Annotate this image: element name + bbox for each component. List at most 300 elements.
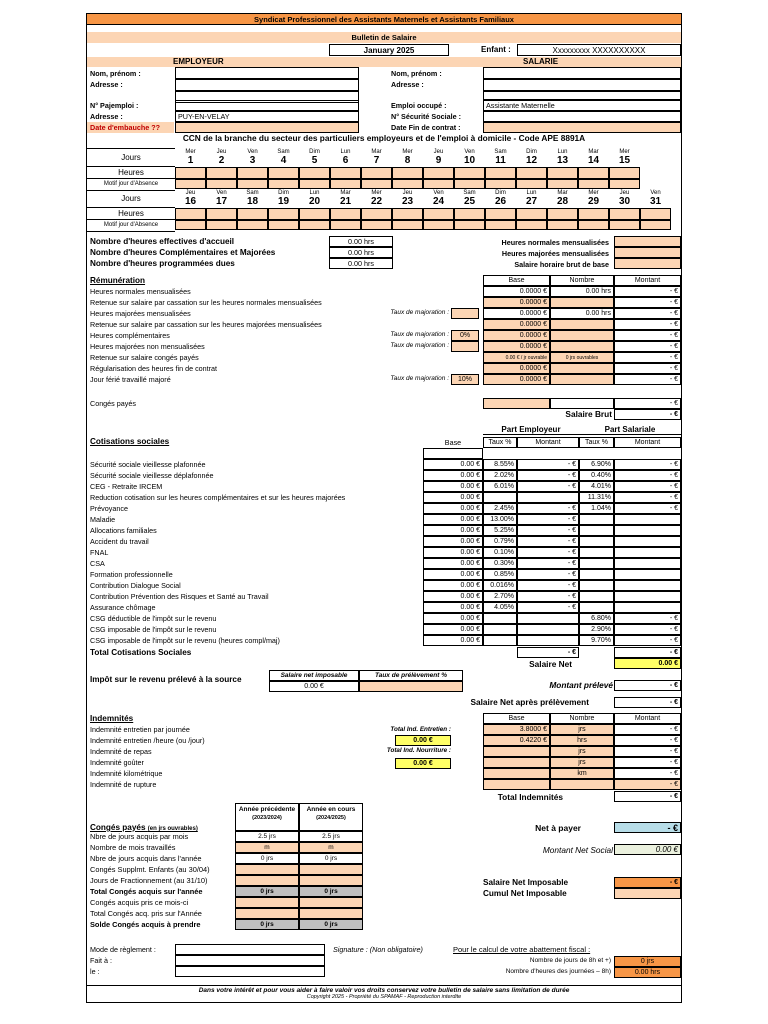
employer-address2-label: Adresse : [90, 112, 123, 121]
week2-dayname: Mer [588, 190, 599, 196]
heures-cell[interactable] [268, 167, 299, 179]
conges-row-prev[interactable] [235, 908, 299, 919]
heures-cell[interactable] [206, 208, 237, 220]
cot-row-montant-e: - € [517, 547, 579, 558]
heures-cell[interactable] [547, 167, 578, 179]
ind-row-nombre[interactable]: km [550, 768, 614, 779]
motif-cell[interactable] [206, 220, 237, 230]
jours-label-2: Jours [121, 194, 141, 203]
rem-row-nombre[interactable]: 0 jrs ouvrables [550, 352, 614, 363]
heures-cell[interactable] [392, 167, 423, 179]
rem-row-nombre[interactable] [550, 330, 614, 341]
heures-cell[interactable] [237, 208, 268, 220]
motif-cell[interactable] [609, 220, 640, 230]
conges-row-curr[interactable] [299, 897, 363, 908]
enfant-label: Enfant : [481, 45, 511, 54]
ind-row-base[interactable] [483, 768, 550, 779]
mode-reglement-field[interactable] [175, 944, 325, 955]
rem-row-montant: - € [614, 330, 681, 341]
week1-dayname: Jeu [433, 149, 444, 155]
week1-dayname: Ven [247, 149, 258, 155]
week1-dayname: Dim [526, 149, 537, 155]
week1-daynum: 10 [463, 155, 476, 166]
conges-row-prev[interactable] [235, 875, 299, 886]
rem-row-nombre[interactable] [550, 363, 614, 374]
conges-col2-label: Année en cours [306, 806, 356, 813]
heures-cell[interactable] [361, 208, 392, 220]
cot-row-base: 0.00 € [423, 613, 483, 624]
week2-daynum: 24 [432, 196, 445, 207]
rem-row-note: Taux de majoration : [390, 342, 449, 349]
motif-cell[interactable] [454, 220, 485, 230]
fin-contrat-label: Date Fin de contrat : [391, 123, 461, 132]
cot-row-label: CSG imposable de l'impôt sur le revenu (heures compl/maj) [90, 636, 280, 645]
ind-row-montant: - € [614, 735, 681, 746]
heures-cell[interactable] [175, 208, 206, 220]
motif-cell[interactable] [547, 179, 578, 189]
jours-8h-value: 0 jrs [614, 956, 681, 967]
heures-cell[interactable] [299, 167, 330, 179]
cot-row-montant-s [614, 580, 681, 591]
week1-dayname: Lun [340, 149, 351, 155]
motif-cell[interactable] [237, 220, 268, 230]
employee-name-field[interactable] [483, 67, 681, 79]
cot-row-montant-e: - € [517, 525, 579, 536]
employer-city-field[interactable]: PUY-EN-VELAY [175, 111, 359, 122]
cot-row-montant-e [517, 492, 579, 503]
embauche-field[interactable] [175, 122, 359, 133]
motif-cell[interactable] [361, 220, 392, 230]
motif-cell[interactable] [175, 179, 206, 189]
motif-cell[interactable] [516, 179, 547, 189]
week1-daynum: 9 [435, 155, 442, 166]
cot-row-base: 0.00 € [423, 481, 483, 492]
motif-cell[interactable] [578, 179, 609, 189]
cot-row-taux-s: 6.90% [579, 459, 614, 470]
week2-dayname: Mar [340, 190, 351, 196]
mode-reglement-label: Mode de règlement : [90, 945, 156, 954]
cot-row-label: Reduction cotisation sur les heures complémentaires et sur les heures majorées [90, 493, 346, 502]
rem-row-montant: - € [614, 374, 681, 385]
cot-row-montant-s: - € [614, 503, 681, 514]
conges-row-label: Congés acquis pris ce mois-ci [90, 898, 189, 907]
cot-row-taux-e: 0.79% [483, 536, 517, 547]
cot-row-montant-s: - € [614, 624, 681, 635]
rem-row-label: Heures majorées mensualisées [90, 309, 191, 318]
conges-row-prev: 0 jrs [235, 886, 299, 897]
cot-row-label: Assurance chômage [90, 603, 156, 612]
cot-row-montant-e: - € [517, 536, 579, 547]
net-imposable-header: Salaire net imposable [269, 670, 359, 681]
motif-cell[interactable] [237, 179, 268, 189]
rem-col-base: Base [483, 275, 550, 286]
rem-row-montant: - € [614, 297, 681, 308]
employer-name-field[interactable] [175, 67, 359, 79]
heures-cell[interactable] [485, 208, 516, 220]
week1-daynum: 2 [218, 155, 225, 166]
conges-col2-sub: (2024/2025) [316, 815, 346, 821]
cot-row-taux-s: 2.90% [579, 624, 614, 635]
week1-daynum: 11 [495, 155, 506, 166]
rem-row-nombre[interactable] [550, 319, 614, 330]
heures-cell[interactable] [268, 208, 299, 220]
week2-dayname: Mer [371, 190, 382, 196]
conges-col2-header [299, 803, 363, 831]
cot-row-taux-s: 9.70% [579, 635, 614, 646]
cot-row-taux-e: 2.02% [483, 470, 517, 481]
heures-cell[interactable] [454, 208, 485, 220]
week2-dayname: Dim [278, 190, 289, 196]
heures-cell[interactable] [454, 167, 485, 179]
emploi-field[interactable]: Assistante Maternelle [483, 100, 681, 111]
total-entretien-label: Total Ind. Entretien : [390, 726, 451, 733]
cot-row-base: 0.00 € [423, 470, 483, 481]
cot-row-taux-e: 2.45% [483, 503, 517, 514]
cotisations-title: Cotisations sociales [90, 437, 170, 446]
rem-row-label: Retenue sur salaire par cassation sur les heures normales mensualisées [90, 298, 322, 307]
cumul-value[interactable] [614, 888, 681, 899]
ind-row-label: Indemnité kilométrique [90, 769, 163, 778]
heures-cell[interactable] [330, 208, 361, 220]
week2-dayname: Jeu [619, 190, 630, 196]
norm-mens-field[interactable] [614, 236, 681, 247]
conges-row-label: Jours de Fractionnement (au 31/10) [90, 876, 208, 885]
rem-row-base: 0.0000 € [483, 319, 550, 330]
cot-row-base: 0.00 € [423, 547, 483, 558]
part-employeur-heading: Part Employeur [483, 426, 579, 435]
ind-row-label: Indemnité entretien /heure (ou /jour) [90, 736, 205, 745]
heures-cell[interactable] [206, 167, 237, 179]
heures-effectives-value: 0.00 hrs [329, 236, 393, 247]
motif-cell[interactable] [423, 179, 454, 189]
cot-row-base: 0.00 € [423, 569, 483, 580]
maj-mens-label: Heures majorées mensualisées [501, 249, 609, 258]
pajemploi-field[interactable] [175, 100, 359, 111]
cot-row-base: 0.00 € [423, 591, 483, 602]
week2-dayname: Sam [246, 190, 259, 196]
motif-cell[interactable] [578, 220, 609, 230]
cot-row-taux-s: 11.31% [579, 492, 614, 503]
week2-daynum: 20 [308, 196, 321, 207]
heures-cell[interactable] [578, 208, 609, 220]
motif-cell[interactable] [268, 179, 299, 189]
employee-address-field-2[interactable] [483, 91, 681, 100]
cot-row-montant-s: - € [614, 492, 681, 503]
salaire-base-label: Salaire horaire brut de base [514, 260, 609, 269]
fin-contrat-field[interactable] [483, 122, 681, 133]
heures-cell[interactable] [516, 167, 547, 179]
maj-mens-field[interactable] [614, 247, 681, 258]
fait-field[interactable] [175, 955, 325, 966]
rem-row-taux[interactable]: 0% [451, 330, 479, 341]
heures-cell[interactable] [330, 167, 361, 179]
cot-row-base: 0.00 € [423, 459, 483, 470]
week2-daynum: 25 [463, 196, 476, 207]
rem-row-nombre[interactable]: 0.00 hrs [550, 286, 614, 297]
heures-cell[interactable] [392, 208, 423, 220]
heures-cell[interactable] [578, 167, 609, 179]
ind-row-base[interactable]: 3.8000 € [483, 724, 550, 735]
cot-row-label: FNAL [90, 548, 109, 557]
cot-row-label: Contribution Dialogue Social [90, 581, 181, 590]
employer-name-label: Nom, prénom : [90, 69, 141, 78]
rem-row-note: Taux de majoration : [390, 309, 449, 316]
cot-row-taux-e: 4.05% [483, 602, 517, 613]
rem-row-label: Régularisation des heures fin de contrat [90, 364, 218, 373]
heures-cell[interactable] [547, 208, 578, 220]
conges-row-prev[interactable] [235, 897, 299, 908]
cot-row-taux-s: 0.40% [579, 470, 614, 481]
employeur-heading: EMPLOYEUR [173, 57, 224, 66]
ind-row-nombre[interactable]: jrs [550, 746, 614, 757]
net-payer-label: Net à payer [535, 823, 581, 833]
rem-row-nombre[interactable]: 0.00 hrs [550, 308, 614, 319]
heures-cell[interactable] [299, 208, 330, 220]
salaire-net-label: Salaire Net [529, 659, 572, 669]
rem-row-base: 0.00 € / jr ouvrable [483, 352, 550, 363]
conges-row-curr: 0 jrs [299, 886, 363, 897]
cot-row-taux-e: 2.70% [483, 591, 517, 602]
cot-col-taux-e: Taux % [483, 437, 517, 448]
total-indemnites-label: Total Indemnités [497, 792, 563, 802]
ind-row-montant: - € [614, 779, 681, 790]
motif-cell[interactable] [392, 179, 423, 189]
motif-cell[interactable] [268, 220, 299, 230]
cot-row-taux-s [579, 558, 614, 569]
cot-row-montant-e [517, 624, 579, 635]
cot-row-base: 0.00 € [423, 492, 483, 503]
rem-row-note: Taux de majoration : [390, 375, 449, 382]
org-banner: Syndicat Professionnel des Assistants Maternels et Assistants Familiaux [87, 14, 681, 25]
cot-row-taux-s [579, 602, 614, 613]
cot-row-taux-s [579, 591, 614, 602]
week2-dayname: Lun [526, 190, 537, 196]
motif-cell[interactable] [299, 179, 330, 189]
indemnites-title: Indemnités [90, 714, 134, 723]
week2-dayname: Ven [216, 190, 227, 196]
heures-cell[interactable] [609, 208, 640, 220]
net-social-label: Montant Net Social [542, 845, 613, 855]
cot-row-taux-e [483, 624, 517, 635]
week1-dayname: Sam [277, 149, 290, 155]
heures-cell[interactable] [640, 208, 671, 220]
rem-row-taux[interactable]: 10% [451, 374, 479, 385]
ind-row-montant: - € [614, 757, 681, 768]
impot-label: Impôt sur le revenu prélevé à la source [90, 675, 242, 684]
motif-label-1: Motif jour d'Absence [103, 181, 159, 187]
conges-title-text: Congés payés [90, 823, 146, 832]
week2-daynum: 23 [401, 196, 414, 207]
cot-row-montant-e: - € [517, 602, 579, 613]
rem-row-nombre[interactable] [550, 297, 614, 308]
heures-cell[interactable] [609, 167, 640, 179]
ind-row-base[interactable] [483, 757, 550, 768]
rem-row-label: Heures majorées non mensualisées [90, 342, 205, 351]
motif-cell[interactable] [516, 220, 547, 230]
cot-row-montant-s [614, 547, 681, 558]
conges-col1-label: Année précédente [238, 806, 296, 813]
conges-row-curr[interactable]: m [299, 842, 363, 853]
week2-daynum: 30 [618, 196, 631, 207]
motif-cell[interactable] [206, 179, 237, 189]
heures-cell[interactable] [237, 167, 268, 179]
ind-row-base[interactable]: 0.4220 € [483, 735, 550, 746]
motif-cell[interactable] [175, 220, 206, 230]
week1-daynum: 5 [311, 155, 318, 166]
cot-row-taux-e [483, 613, 517, 624]
week2-daynum: 26 [494, 196, 507, 207]
heures-label-1: Heures [118, 168, 144, 177]
motif-cell[interactable] [423, 220, 454, 230]
week1-daynum: 6 [342, 155, 349, 166]
total-indemnites-value: - € [614, 791, 681, 802]
heures-cell[interactable] [485, 167, 516, 179]
secu-label: N° Sécurité Sociale : [391, 112, 461, 121]
ind-row-base[interactable] [483, 746, 550, 757]
cot-row-montant-e: - € [517, 591, 579, 602]
cot-row-base: 0.00 € [423, 558, 483, 569]
cot-row-montant-e: - € [517, 503, 579, 514]
cot-row-taux-e: 8.55% [483, 459, 517, 470]
week2-daynum: 21 [339, 196, 352, 207]
cot-row-taux-e: 0.10% [483, 547, 517, 558]
pajemploi-label: N° Pajemploi : [90, 101, 139, 110]
ind-row-label: Indemnité goûter [90, 758, 144, 767]
rem-row-nombre[interactable] [550, 341, 614, 352]
heures-cell[interactable] [175, 167, 206, 179]
period-field[interactable]: January 2025 [329, 44, 449, 56]
copyright: Copyright 2025 - Propriété du SPAMAF - Reproduction interdite [306, 994, 462, 1000]
week1-dayname: Jeu [216, 149, 227, 155]
motif-cell[interactable] [330, 220, 361, 230]
heures-cell[interactable] [361, 167, 392, 179]
cot-row-montant-s: - € [614, 613, 681, 624]
ind-row-nombre[interactable]: jrs [550, 724, 614, 735]
ind-col-montant: Montant [614, 713, 681, 724]
montant-preleve-label: Montant prélevé [549, 680, 613, 690]
motif-cell[interactable] [485, 220, 516, 230]
calendar-rule [87, 166, 175, 167]
enfant-field[interactable]: Xxxxxxxxx XXXXXXXXXX [517, 44, 681, 56]
heures-cell[interactable] [423, 208, 454, 220]
cot-row-montant-e: - € [517, 470, 579, 481]
cot-row-taux-s [579, 580, 614, 591]
cot-row-taux-s: 4.01% [579, 481, 614, 492]
employer-address-field[interactable] [175, 79, 359, 91]
week2-daynum: 18 [246, 196, 259, 207]
rem-col-montant: Montant [614, 275, 681, 286]
ind-row-nombre[interactable]: jrs [550, 757, 614, 768]
cot-row-montant-s: - € [614, 635, 681, 646]
ind-row-montant: - € [614, 768, 681, 779]
cot-row-base: 0.00 € [423, 525, 483, 536]
motif-cell[interactable] [330, 179, 361, 189]
cot-row-taux-s [579, 514, 614, 525]
motif-cell[interactable] [392, 220, 423, 230]
ind-col-base: Base [483, 713, 550, 724]
emploi-label: Emploi occupé : [391, 101, 447, 110]
heures-cell[interactable] [423, 167, 454, 179]
week2-daynum: 17 [215, 196, 228, 207]
cot-row-montant-e [517, 613, 579, 624]
jours-label-1: Jours [121, 153, 141, 162]
week1-dayname: Dim [309, 149, 320, 155]
rem-row-label: Retenue sur salaire par cassation sur les heures majorées mensualisées [90, 320, 322, 329]
cot-row-taux-s [579, 547, 614, 558]
calendar-rule [87, 148, 175, 149]
salarie-heading: SALARIE [523, 57, 559, 66]
conges-row-label: Solde Congés acquis à prendre [90, 920, 201, 929]
net-imposable-summary-value: - € [614, 877, 681, 888]
employee-address-field[interactable] [483, 79, 681, 91]
le-label: le : [90, 967, 100, 976]
conges-row-curr[interactable] [299, 875, 363, 886]
employee-name-label: Nom, prénom : [391, 69, 442, 78]
conges-row-prev[interactable] [235, 864, 299, 875]
motif-cell[interactable] [299, 220, 330, 230]
le-field[interactable] [175, 966, 325, 977]
montant-preleve-value: - € [614, 680, 681, 691]
taux-prelevement-field[interactable] [359, 681, 463, 692]
motif-cell[interactable] [640, 220, 671, 230]
motif-cell[interactable] [609, 179, 640, 189]
cot-col-taux-s: Taux % [579, 437, 614, 448]
cot-row-label: Prévoyance [90, 504, 128, 513]
cot-row-taux-e: 0.016% [483, 580, 517, 591]
total-nourriture-label: Total Ind. Nourriture : [386, 747, 451, 754]
conges-row-curr: 0 jrs [299, 853, 363, 864]
net-imposable-summary-label: Salaire Net Imposable [483, 878, 569, 887]
heures-cell[interactable] [516, 208, 547, 220]
week2-dayname: Dim [495, 190, 506, 196]
secu-field[interactable] [483, 111, 681, 122]
motif-cell[interactable] [454, 179, 485, 189]
rem-row-taux[interactable] [451, 341, 479, 352]
ind-row-label: Indemnité de rupture [90, 780, 157, 789]
motif-cell[interactable] [361, 179, 392, 189]
conges-row-curr[interactable] [299, 864, 363, 875]
rem-row-nombre[interactable] [550, 374, 614, 385]
ind-row-nombre[interactable]: hrs [550, 735, 614, 746]
total-cotisations-label: Total Cotisations Sociales [90, 648, 192, 657]
cot-col-base: Base [444, 438, 462, 447]
conges-payes-montant: - € [614, 398, 681, 409]
conges-col1-sub: (2023/2024) [252, 815, 282, 821]
conges-row-curr: 0 jrs [299, 919, 363, 930]
motif-cell[interactable] [547, 220, 578, 230]
cot-row-taux-s [579, 525, 614, 536]
conges-payes-base[interactable] [483, 398, 550, 409]
motif-cell[interactable] [485, 179, 516, 189]
conges-row-prev[interactable]: m [235, 842, 299, 853]
cot-row-taux-s [579, 536, 614, 547]
salaire-base-field[interactable] [614, 258, 681, 269]
salaire-brut-value: - € [614, 409, 681, 420]
conges-row-curr[interactable] [299, 908, 363, 919]
rem-row-base: 0.0000 € [483, 363, 550, 374]
rem-row-note: Taux de majoration : [390, 331, 449, 338]
rem-row-taux[interactable] [451, 308, 479, 319]
ind-row-montant: - € [614, 746, 681, 757]
ind-row-base[interactable] [483, 779, 550, 790]
total-nourriture-value: 0.00 € [395, 758, 451, 769]
cot-row-montant-s [614, 558, 681, 569]
rem-row-base: 0.0000 € [483, 297, 550, 308]
ind-row-label: Indemnité entretien par journée [90, 725, 190, 734]
week2-dayname: Lun [309, 190, 320, 196]
calendar-rule [87, 207, 175, 208]
ind-row-nombre[interactable] [550, 779, 614, 790]
